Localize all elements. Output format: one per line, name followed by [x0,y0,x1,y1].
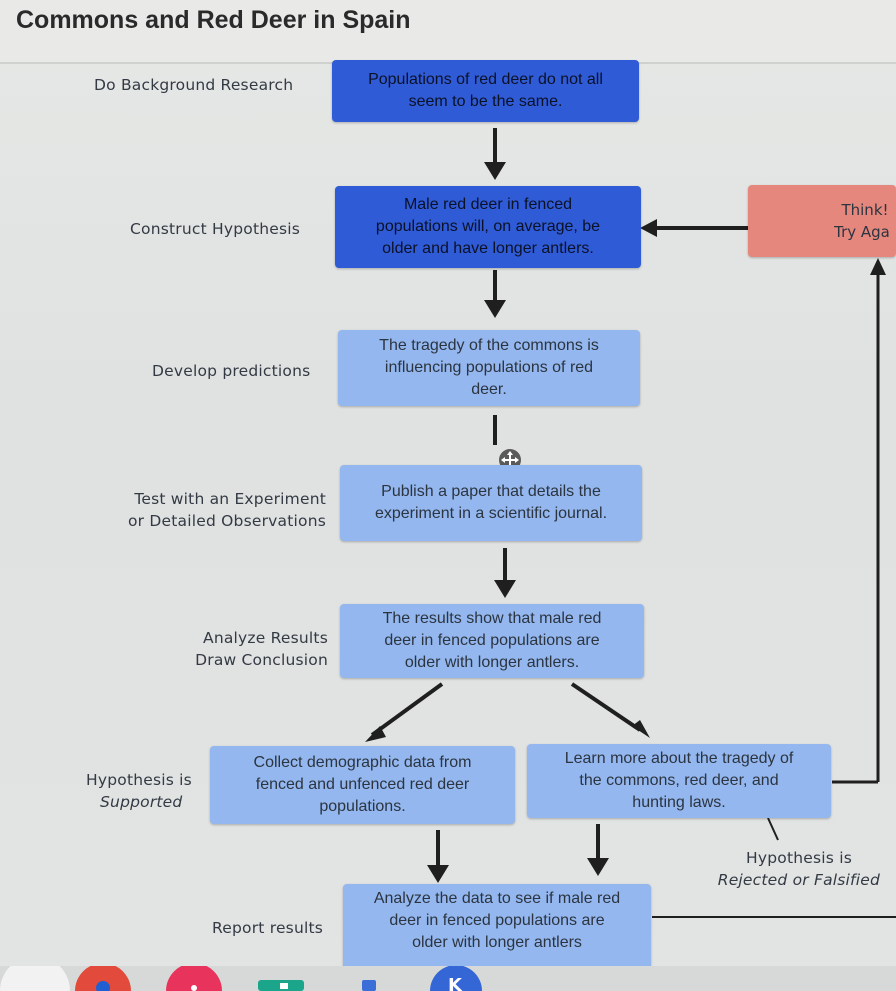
box-test[interactable] [340,465,642,541]
label-test-line1: Test with an Experiment [134,490,326,508]
taskbar [0,966,896,991]
label-rejected-line2: Rejected or Falsified [717,871,880,889]
box-hypothesis-line2: populations will, on average, be [375,218,601,235]
label-analyze-line1: Analyze Results [203,629,328,647]
box-analyze-line2: deer in fenced populations are [389,912,605,929]
box-learn-more[interactable] [527,744,831,818]
box-hypothesis-line3: older and have longer antlers. [382,240,594,257]
label-report-results: Report results [212,919,324,937]
box-analyze-data[interactable] [343,884,651,966]
box-learn-line1: Learn more about the tragedy of [564,750,794,767]
label-test-experiment [104,488,326,532]
label-analyze-line2: Draw Conclusion [195,651,328,669]
box-collect-line2: fenced and unfenced red deer [255,776,470,793]
box-test-line2: experiment in a scientific journal. [374,505,608,522]
box-learn-line3: hunting laws. [632,794,726,811]
box-analyze-line3: older with longer antlers [412,934,582,951]
label-test-line2: or Detailed Observations [127,512,326,530]
box-analyze-line1: Analyze the data to see if male red [373,890,621,907]
k-app-icon [430,966,482,991]
box-predictions-line3: deer. [471,381,507,398]
box-test-line1: Publish a paper that details the [381,483,601,500]
label-develop-predictions: Develop predictions [152,362,311,380]
label-construct-hypothesis: Construct Hypothesis [130,220,301,238]
think-line1: Think! [841,201,889,219]
label-hypothesis-rejected [690,847,880,891]
box-predictions-line2: influencing populations of red [384,359,594,376]
box-collect-line3: populations. [319,798,406,815]
label-supported-line2: Supported [100,793,183,811]
box-background-research[interactable] [332,60,639,122]
label-rejected-line1: Hypothesis is [746,849,852,867]
box-results-line1: The results show that male red [382,610,602,627]
box-results[interactable] [340,604,644,678]
app-icon-pink [166,966,222,991]
page-title: Commons and Red Deer in Spain [16,6,411,34]
slides-icon [258,980,304,991]
box-predictions-line1: The tragedy of the commons is [379,337,599,354]
box-collect-line1: Collect demographic data from [253,754,472,771]
think-line2: Try Aga [834,223,890,241]
taskbar-icons [0,966,896,991]
launcher-icon [0,966,70,991]
box-background-line1: Populations of red deer do not all [368,71,603,88]
label-supported-line1: Hypothesis is [86,771,192,789]
label-analyze-results [160,627,328,671]
box-think-try-again[interactable] [748,185,896,257]
svg-text:K: K [448,975,462,991]
box-results-line2: deer in fenced populations are [384,632,600,649]
label-hypothesis-supported [86,769,192,813]
chrome-icon [75,966,131,991]
box-results-line3: older with longer antlers. [404,654,580,671]
box-hypothesis-line1: Male red deer in fenced [403,196,573,213]
box-background-line2: seem to be the same. [408,93,563,110]
box-hypothesis[interactable] [335,186,641,268]
files-icon [362,980,376,991]
box-predictions[interactable] [338,330,640,406]
box-collect-data[interactable] [210,746,515,824]
label-background-research: Do Background Research [94,76,294,94]
box-learn-line2: the commons, red deer, and [579,772,779,789]
